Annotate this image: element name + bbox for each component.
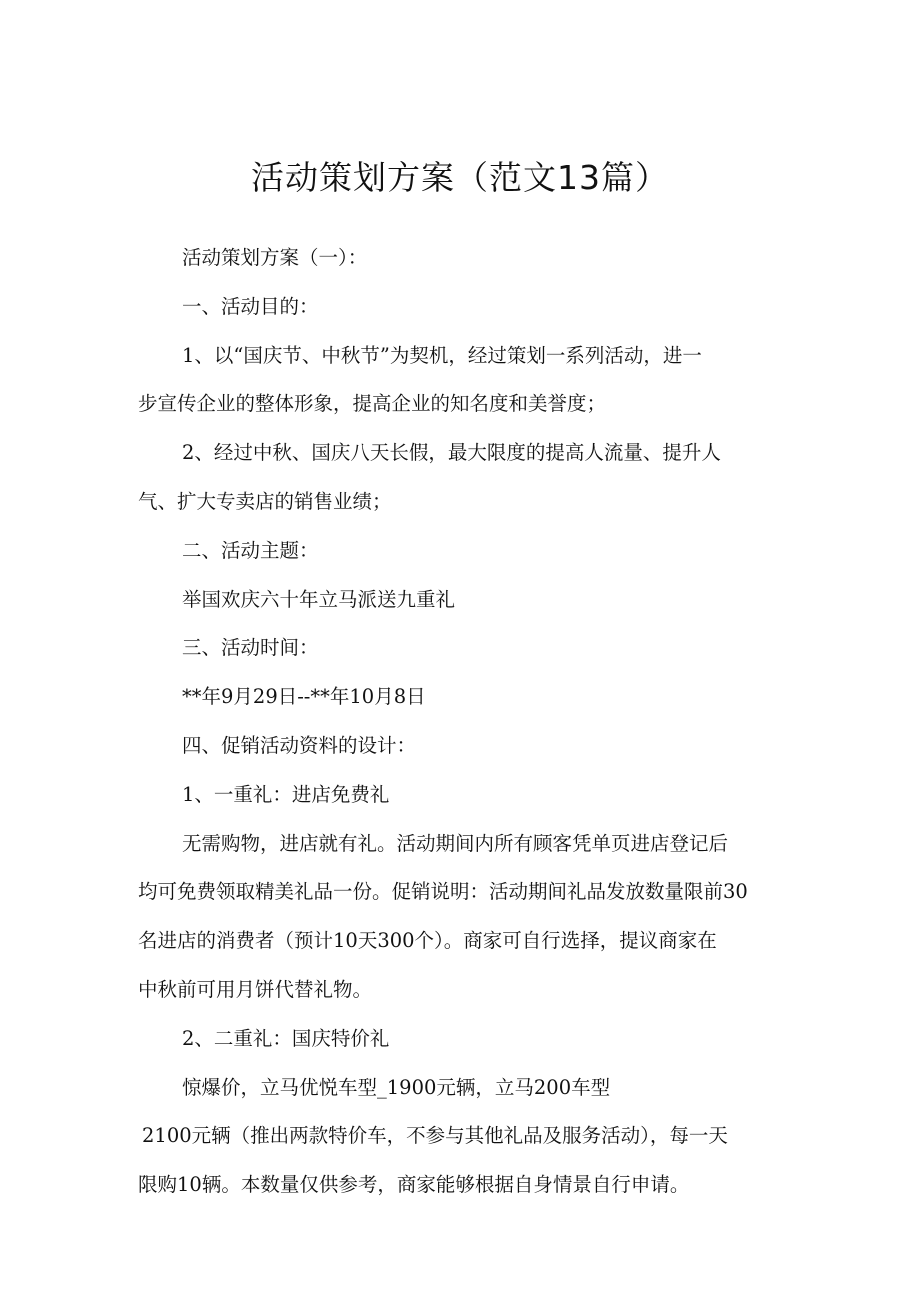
paragraph: 惊爆价，立马优悦车型_1900元辆，立马200车型 [182,1075,611,1099]
paragraph: 活动策划方案（一）： [182,246,368,269]
paragraph: **年9月29日--**年10月8日 [182,685,426,709]
paragraph: 2、经过中秋、国庆八天长假，最大限度的提高人流量、提升人 [182,441,721,465]
paragraph: 1、一重礼：进店免费礼 [182,782,390,806]
paragraph: 三、活动时间： [182,636,319,660]
paragraph: 中秋前可用月饼代替礼物。 [138,977,373,1001]
paragraph: 2、二重礼：国庆特价礼 [182,1026,390,1050]
paragraph: 均可免费领取精美礼品一份。促销说明：活动期间礼品发放数量限前30 [138,880,748,904]
document-title: 活动策划方案（范文13篇） [251,158,669,197]
paragraph: 限购10辆。本数量仅供参考，商家能够根据自身情景自行申请。 [138,1173,690,1197]
paragraph: 1、以“国庆节、中秋节”为契机，经过策划一系列活动，进一 [182,343,702,367]
paragraph: 一、活动目的： [182,294,319,318]
paragraph: 举国欢庆六十年立马派送九重礼 [182,587,456,611]
paragraph: 四、促销活动资料的设计： [182,733,417,757]
paragraph: 二、活动主题： [182,538,319,562]
document-body [138,234,798,1210]
paragraph: 无需购物，进店就有礼。活动期间内所有顾客凭单页进店登记后 [182,831,729,855]
paragraph: 气、扩大专卖店的销售业绩； [138,489,392,513]
paragraph: 名进店的消费者（预计10天300个）。商家可自行选择，提议商家在 [138,929,717,953]
paragraph: 步宣传企业的整体形象，提高企业的知名度和美誉度； [138,392,607,416]
paragraph: 2100元辆（推出两款特价车，不参与其他礼品及服务活动），每一天 [142,1124,728,1148]
